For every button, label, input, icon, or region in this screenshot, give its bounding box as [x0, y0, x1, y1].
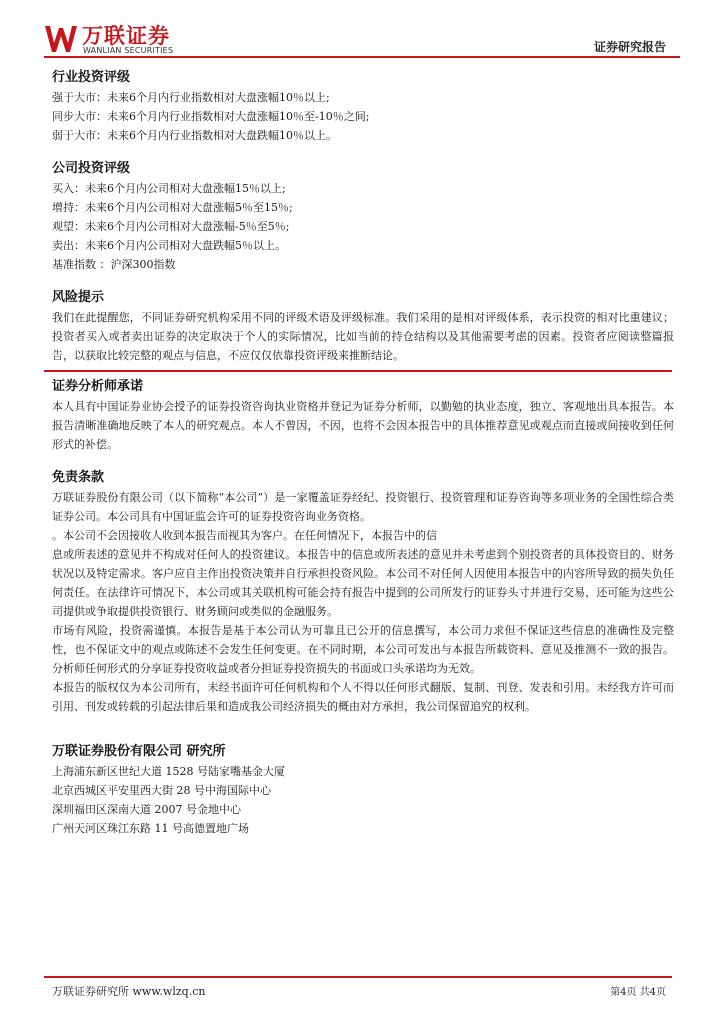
spacer — [52, 454, 674, 468]
disclaimer-title: 免责条款 — [52, 470, 105, 485]
document-body — [52, 68, 674, 838]
disclaimer-paragraph: 。本公司不会因接收人收到本报告而视其为客户。在任何情况下，本报告中的信 — [52, 529, 437, 542]
address-line: 广州天河区珠江东路 11 号高德置地广场 — [52, 822, 249, 835]
logo-chinese-name: 万联证券 — [82, 24, 170, 48]
spacer — [52, 274, 674, 288]
industry-rating-line: 同步大市：未来6个月内行业指数相对大盘涨幅10％至-10％之间; — [52, 110, 370, 123]
logo-english-name: WANLIAN SECURITIES — [83, 46, 174, 55]
address-line: 上海浦东新区世纪大道 1528 号陆家嘴基金大厦 — [52, 765, 285, 778]
disclaimer-paragraph: 息或所表述的意见并不构成对任何人的投资建议。本报告中的信息或所表述的意见并未考虑到个别投资者的具体投资目的、财务状况以及特定需求。客户应自主作出投资决策并自行承担投资风险。本公司不对任何人因使用本报告中的内容所导致的损失负任何责任。在法律许可情况下，本公司或其关联机构可能会持有报告中提到的公司所发行的证券头寸并进行交易，还可能为这些公司提供或争取提供投资银行、财务顾问或类似的金融服务。 — [52, 548, 674, 618]
benchmark-index-line: 基准指数 ：沪深300指数 — [52, 258, 176, 271]
disclaimer-paragraph: 市场有风险，投资需谨慎。本报告是基于本公司认为可靠且已公开的信息撰写，本公司力求但不保证这些信息的准确性及完整性，也不保证文中的观点或陈述不会发生任何变更。在不同时期，本公司可发出与本报告所载资料、意见及推测不一致的报告。分析师任何形式的分享证券投资收益或者分担证券投资损失的书面或口头承诺均为无效。 — [52, 624, 674, 675]
disclaimer-paragraph: 万联证券股份有限公司（以下简称“本公司”）是一家覆盖证券经纪、投资银行、投资管理和证券咨询等多项业务的全国性综合类证券公司。本公司具有中国证监会许可的证券投资咨询业务资格。 — [52, 491, 674, 523]
company-rating-line: 增持：未来6个月内公司相对大盘涨幅5％至15％; — [52, 201, 293, 214]
risk-paragraph: 我们在此提醒您，不同证券研究机构采用不同的评级术语及评级标准。我们采用的是相对评级体系，表示投资的相对比重建议；投资者买入或者卖出证券的决定取决于个人的实际情况，比如当前的持仓结构以及其他需要考虑的因素。投资者应阅读整篇报告，以获取比较完整的观点与信息，不应仅仅依靠投资评级来推断结论。 — [52, 311, 674, 362]
address-title: 万联证券股份有限公司 研究所 — [52, 744, 226, 759]
address-line: 北京西城区平安里西大街 28 号中海国际中心 — [52, 784, 271, 797]
footer-source: 万联证券研究所 www.wlzq.cn — [52, 985, 206, 998]
industry-rating-title: 行业投资评级 — [52, 70, 131, 85]
page-header — [44, 18, 680, 60]
analyst-pledge-paragraph: 本人具有中国证券业协会授予的证券投资咨询执业资格并登记为证券分析师，以勤勉的执业态度，独立、客观地出具本报告。本报告清晰准确地反映了本人的研究观点。本人不曾因，不因，也将不会因本报告中的具体推荐意见或观点而直接或间接收到任何形式的补偿。 — [52, 400, 674, 451]
company-rating-line: 观望：未来6个月内公司相对大盘涨幅-5％至5％; — [52, 220, 290, 233]
disclaimer-paragraph: 本报告的版权仅为本公司所有，未经书面许可任何机构和个人不得以任何形式翻版、复制、刊登、发表和引用。未经我方许可而引用、刊发或转载的引起法律后果和造成我公司经济损失的概由对方承担，我公司保留追究的权利。 — [52, 681, 674, 713]
page-number: 第4页 共4页 — [610, 987, 666, 998]
company-rating-title: 公司投资评级 — [52, 161, 131, 176]
industry-rating-line: 弱于大市：未来6个月内行业指数相对大盘跌幅10％以上。 — [52, 129, 337, 142]
risk-section-divider — [44, 370, 672, 372]
company-rating-line: 卖出：未来6个月内公司相对大盘跌幅5％以上。 — [52, 239, 286, 252]
report-type-label: 证券研究报告 — [593, 40, 666, 54]
wanlian-logo-icon — [44, 22, 78, 54]
analyst-pledge-title: 证券分析师承诺 — [52, 379, 144, 394]
risk-title: 风险提示 — [52, 290, 105, 305]
address-line: 深圳福田区深南大道 2007 号金地中心 — [52, 803, 241, 816]
company-rating-line: 买入：未来6个月内公司相对大盘涨幅15％以上; — [52, 182, 286, 195]
spacer — [52, 145, 674, 159]
industry-rating-line: 强于大市：未来6个月内行业指数相对大盘涨幅10％以上; — [52, 91, 330, 104]
header-divider — [44, 56, 680, 58]
footer-divider — [44, 976, 672, 978]
